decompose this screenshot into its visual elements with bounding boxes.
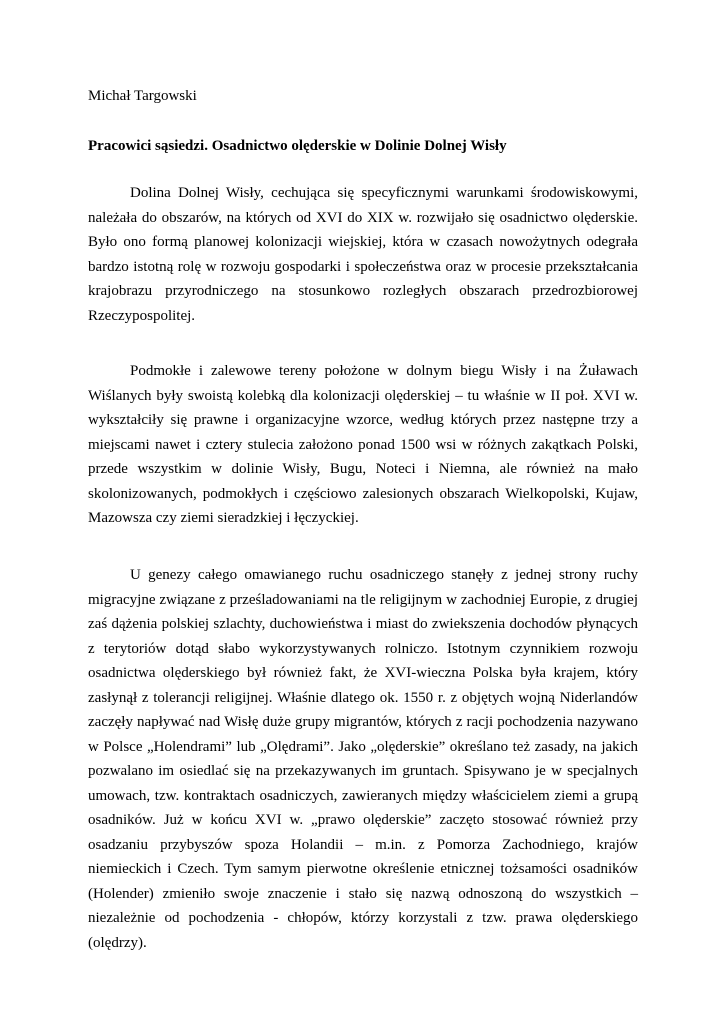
document-title: Pracowici sąsiedzi. Osadnictwo olęderskie w Dolinie Dolnej Wisły <box>88 138 507 154</box>
paragraph-1: Dolina Dolnej Wisły, cechująca się specyficznymi warunkami środowiskowymi, należała do obszarów, na których od XVI do XIX w. rozwijało się osadnictwo olęderskie. Było ono formą planowej kolonizacji wiejskiej, która w czasach nowożytnych odegrała bardzo istotną rolę w rozwoju gospodarki i społeczeństwa oraz w procesie przekształcania krajobrazu przyrodniczego na stosunkowo rozległych obszarach przedrozbiorowej Rzeczypospolitej. <box>88 185 638 324</box>
author-name: Michał Targowski <box>88 88 197 104</box>
paragraph-3: U genezy całego omawianego ruchu osadniczego stanęły z jednej strony ruchy migracyjne związane z prześladowaniami na tle religijnym w zachodniej Europie, z drugiej zaś dążenia polskiej szlachty, duchowieństwa i miast do zwiekszenia dochodów płynących z terytoriów dotąd słabo wykorzystywanych rolniczo. Istotnym czynnikiem rozwoju osadnictwa olęderskiego był również fakt, że XVI-wieczna Polska była krajem, który zasłynął z tolerancji religijnej. Właśnie dlatego ok. 1550 r. z objętych wojną Niderlandów zaczęły napływać nad Wisłę duże grupy migrantów, których z racji pochodzenia nazywano w Polsce „Holendrami” lub „Olędrami”. Jako „olęderskie” określano też zasady, na jakich pozwalano im osiedlać się na przekazywanych im gruntach. Spisywano je w specjalnych umowach, tzw. kontraktach osadniczych, zawieranych między właścicielem ziemi a grupą osadników. Już w końcu XVI w. „prawo olęderskie” zaczęto stosować również przy osadzaniu przybyszów spoza Holandii – m.in. z Pomorza Zachodniego, krajów niemieckich i Czech. Tym samym pierwotne określenie etnicznej tożsamości osadników (Holender) zmieniło swoje znaczenie i stało się nazwą odnoszoną do wszystkich – niezależnie od pochodzenia - chłopów, którzy korzystali z tzw. prawa olęderskiego (olędrzy). <box>88 567 638 951</box>
paragraph-2: Podmokłe i zalewowe tereny położone w dolnym biegu Wisły i na Żuławach Wiślanych były swoistą kolebką dla kolonizacji olęderskiej – tu właśnie w II poł. XVI w. wykształciły się prawne i organizacyjne wzorce, według których przez następne trzy a miejscami nawet i cztery stulecia założono ponad 1500 wsi w różnych zakątkach Polski, przede wszystkim w dolinie Wisły, Bugu, Noteci i Niemna, ale również na mało skolonizowanych, podmokłych i częściowo zalesionych obszarach Wielkopolski, Kujaw, Mazowsza czy ziemi sieradzkiej i łęczyckiej. <box>88 363 638 526</box>
